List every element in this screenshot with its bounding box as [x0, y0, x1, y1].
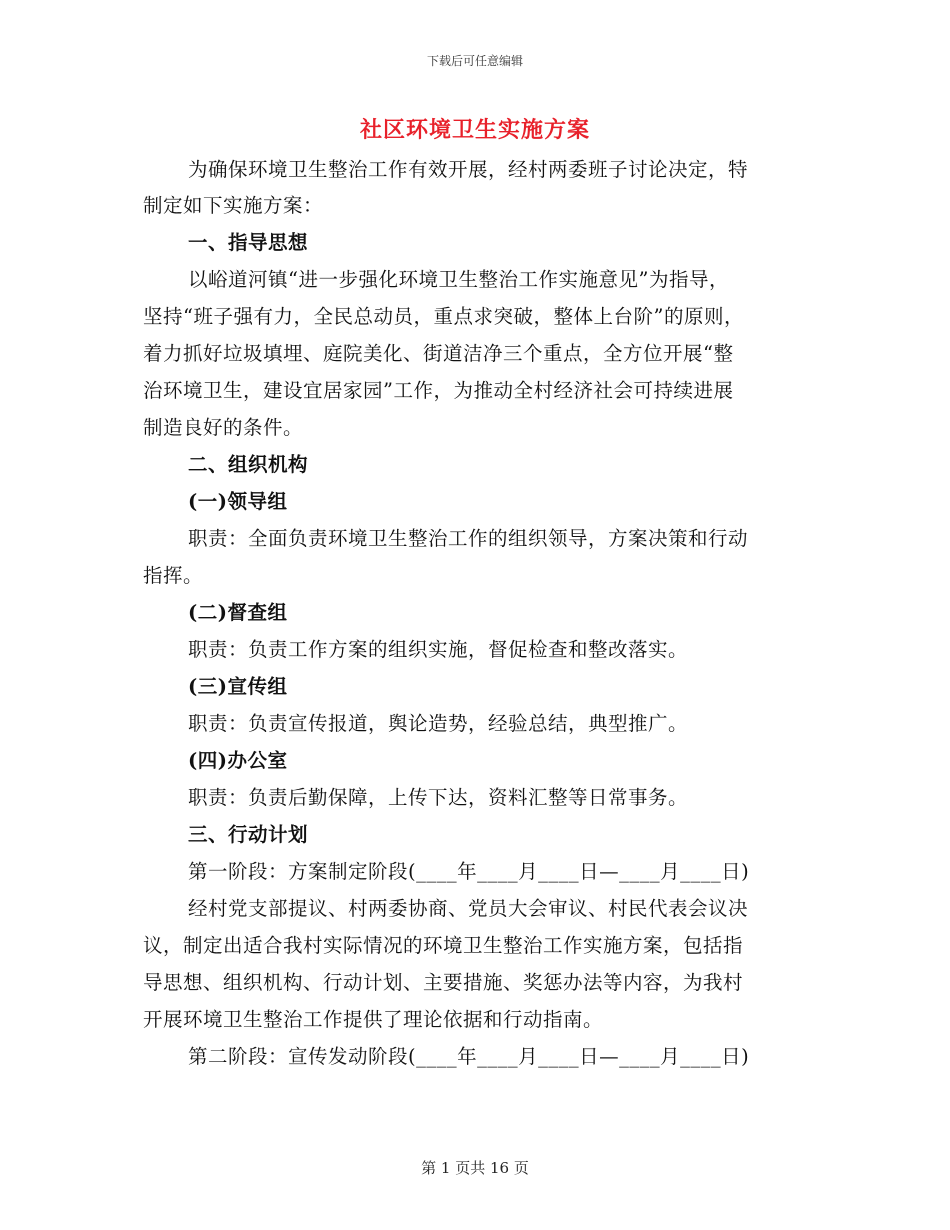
body-paragraph-line: 导思想、组织机构、行动计划、主要措施、奖惩办法等内容，为我村 — [143, 971, 744, 994]
subsection-heading: (一)领导组 — [188, 490, 288, 513]
body-paragraph-line: 职责：负责宣传报道，舆论造势，经验总结，典型推广。 — [188, 712, 689, 735]
body-paragraph-line: 经村党支部提议、村两委协商、党员大会审议、村民代表会议决 — [188, 897, 749, 920]
body-paragraph-line: 坚持“班子强有力，全民总动员，重点求突破，整体上台阶”的原则， — [143, 305, 744, 328]
phase-line: 第一阶段：方案制定阶段(____年____月____日—____月____日) — [188, 860, 750, 883]
section-heading: 二、组织机构 — [188, 453, 309, 476]
body-paragraph-line: 指挥。 — [143, 564, 204, 587]
body-paragraph-line: 着力抓好垃圾填埋、庭院美化、街道洁净三个重点，全方位开展“整 — [143, 342, 734, 365]
body-paragraph-line: 职责：全面负责环境卫生整治工作的组织领导，方案决策和行动 — [188, 527, 749, 550]
body-paragraph-line: 职责：负责工作方案的组织实施，督促检查和整改落实。 — [188, 638, 689, 661]
document-title: 社区环境卫生实施方案 — [359, 117, 590, 143]
body-paragraph-line: 职责：负责后勤保障，上传下达，资料汇整等日常事务。 — [188, 786, 689, 809]
body-paragraph-line: 以峪道河镇“进一步强化环境卫生整治工作实施意见”为指导， — [188, 268, 729, 291]
body-paragraph-line: 议，制定出适合我村实际情况的环境卫生整治工作实施方案，包括指 — [143, 934, 744, 957]
subsection-heading: (四)办公室 — [188, 749, 288, 772]
body-paragraph-line: 治环境卫生，建设宜居家园”工作，为推动全村经济社会可持续进展 — [143, 379, 734, 402]
body-paragraph-line: 制定如下实施方案： — [143, 194, 324, 217]
section-heading: 一、指导思想 — [188, 231, 309, 254]
subsection-heading: (二)督查组 — [188, 601, 288, 624]
subsection-heading: (三)宣传组 — [188, 675, 288, 698]
page-number-footer: 第 1 页共 16 页 — [421, 1159, 529, 1177]
section-heading: 三、行动计划 — [188, 823, 309, 846]
header-note: 下载后可任意编辑 — [426, 54, 523, 68]
body-paragraph-line: 为确保环境卫生整治工作有效开展，经村两委班子讨论决定，特 — [188, 158, 749, 181]
body-paragraph-line: 制造良好的条件。 — [143, 416, 304, 439]
phase-line: 第二阶段：宣传发动阶段(____年____月____日—____月____日) — [188, 1045, 750, 1068]
body-paragraph-line: 开展环境卫生整治工作提供了理论依据和行动指南。 — [143, 1008, 604, 1031]
